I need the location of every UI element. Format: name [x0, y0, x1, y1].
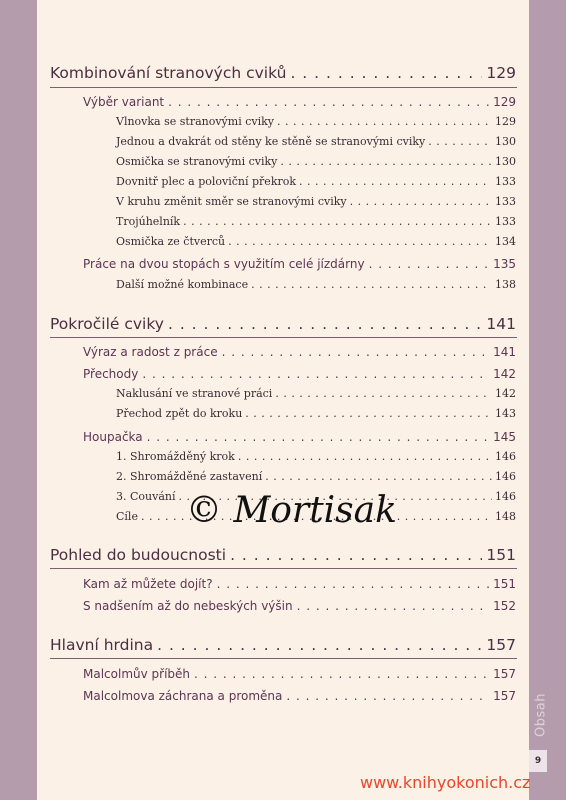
toc-subentry	[116, 407, 516, 420]
toc-dot-leader	[217, 577, 490, 591]
toc-entry-page: 145	[493, 430, 516, 444]
section-rule	[50, 87, 517, 88]
toc-dot-leader	[222, 345, 490, 359]
toc-section-title: Kombinování stranových cviků	[50, 64, 287, 82]
toc-subentry-title: 1. Shromážděný krok	[116, 450, 235, 463]
toc-entry-title: Malcolmův příběh	[83, 667, 191, 681]
toc-dot-leader	[369, 257, 490, 271]
toc-entry-title: Kam až můžete dojít?	[83, 577, 213, 591]
toc-subentry-page: 146	[495, 450, 516, 463]
toc-dot-leader	[265, 470, 492, 483]
toc-subentry-page: 129	[495, 115, 516, 128]
toc-dot-leader	[350, 195, 492, 208]
toc-section-page: 157	[486, 636, 516, 654]
toc-subentry-title: 3. Couvání	[116, 490, 176, 503]
toc-entry-title: S nadšením až do nebeských výšin	[83, 599, 293, 613]
toc-subentry	[116, 387, 516, 400]
toc-subentry-page: 134	[495, 235, 516, 248]
toc-subentry	[116, 450, 516, 463]
toc-dot-leader	[275, 387, 492, 400]
toc-dot-leader	[428, 135, 492, 148]
toc-subentry	[116, 155, 516, 168]
toc-section-title: Pokročilé cviky	[50, 315, 164, 333]
toc-dot-leader	[194, 667, 489, 681]
toc-dot-leader	[238, 450, 492, 463]
toc-entry-page: 157	[493, 689, 516, 703]
toc-entry-page: 157	[493, 667, 516, 681]
toc-section	[50, 315, 516, 333]
section-rule	[50, 658, 517, 659]
toc-section-page: 129	[486, 64, 516, 82]
toc-entry-page: 129	[493, 95, 516, 109]
toc-dot-leader	[297, 599, 489, 613]
page-number: 9	[529, 750, 547, 772]
toc-entry-title: Práce na dvou stopách s využitím celé jízdárny	[83, 257, 365, 271]
section-rule	[50, 568, 517, 569]
toc-section-title: Pohled do budoucnosti	[50, 546, 227, 564]
toc-subentry	[116, 115, 516, 128]
side-label	[529, 675, 553, 755]
toc-entry	[83, 577, 516, 591]
toc-subentry	[116, 215, 516, 228]
toc-subentry	[116, 135, 516, 148]
toc-section	[50, 64, 516, 82]
toc-subentry-title: Osmička se stranovými cviky	[116, 155, 278, 168]
toc-entry	[83, 345, 516, 359]
toc-subentry-page: 133	[495, 215, 516, 228]
toc-entry-page: 135	[493, 257, 516, 271]
toc-dot-leader	[228, 235, 492, 248]
copyright-watermark: © Mortisak	[186, 490, 397, 531]
toc-dot-leader	[251, 278, 492, 291]
toc-subentry-title: Vlnovka se stranovými cviky	[116, 115, 274, 128]
toc-entry-title: Přechody	[83, 367, 139, 381]
toc-section	[50, 636, 516, 654]
toc-entry-title: Malcolmova záchrana a proměna	[83, 689, 283, 703]
toc-subentry-title: Naklusání ve stranové práci	[116, 387, 273, 400]
toc-entry	[83, 367, 516, 381]
toc-dot-leader	[290, 64, 482, 82]
toc-section-page: 141	[486, 315, 516, 333]
toc-dot-leader	[286, 689, 489, 703]
toc-entry	[83, 430, 516, 444]
toc-dot-leader	[142, 367, 489, 381]
toc-dot-leader	[147, 430, 489, 444]
toc-subentry-title: Přechod zpět do kroku	[116, 407, 243, 420]
toc-subentry	[116, 470, 516, 483]
toc-entry-title: Výběr variant	[83, 95, 165, 109]
toc-subentry-page: 130	[495, 155, 516, 168]
toc-subentry-page: 143	[495, 407, 516, 420]
toc-subentry-page: 133	[495, 195, 516, 208]
toc-subentry	[116, 175, 516, 188]
toc-subentry-title: Osmička ze čtverců	[116, 235, 226, 248]
toc-section-page: 151	[486, 546, 516, 564]
toc-entry-title: Houpačka	[83, 430, 143, 444]
toc-subentry-page: 138	[495, 278, 516, 291]
toc-section-title: Hlavní hrdina	[50, 636, 154, 654]
toc-section	[50, 546, 516, 564]
toc-entry-page: 151	[493, 577, 516, 591]
toc-dot-leader	[157, 636, 482, 654]
section-rule	[50, 337, 517, 338]
side-label-text: Obsah	[533, 693, 549, 737]
toc-dot-leader	[183, 215, 492, 228]
toc-entry-page: 141	[493, 345, 516, 359]
toc-dot-leader	[299, 175, 492, 188]
toc-dot-leader	[230, 546, 482, 564]
toc-entry	[83, 257, 516, 271]
toc-entry-page: 152	[493, 599, 516, 613]
toc-subentry-title: V kruhu změnit směr se stranovými cviky	[116, 195, 347, 208]
toc-subentry	[116, 195, 516, 208]
toc-entry	[83, 667, 516, 681]
toc-dot-leader	[245, 407, 492, 420]
toc-subentry-page: 148	[495, 510, 516, 523]
toc-subentry-title: 2. Shromážděné zastavení	[116, 470, 263, 483]
toc-subentry-page: 146	[495, 490, 516, 503]
toc-subentry-title: Jednou a dvakrát od stěny ke stěně se stranovými cviky	[116, 135, 426, 148]
toc-subentry-page: 146	[495, 470, 516, 483]
toc-entry	[83, 95, 516, 109]
toc-dot-leader	[168, 95, 489, 109]
toc-dot-leader	[277, 115, 492, 128]
toc-subentry-title: Dovnitř plec a poloviční překrok	[116, 175, 297, 188]
toc-subentry-page: 142	[495, 387, 516, 400]
toc-subentry	[116, 235, 516, 248]
toc-subentry-page: 133	[495, 175, 516, 188]
toc-subentry	[116, 278, 516, 291]
toc-subentry-page: 130	[495, 135, 516, 148]
toc-subentry-title: Další možné kombinace	[116, 278, 249, 291]
toc-entry-page: 142	[493, 367, 516, 381]
toc-dot-leader	[168, 315, 482, 333]
toc-entry	[83, 599, 516, 613]
toc-dot-leader	[280, 155, 492, 168]
toc-entry-title: Výraz a radost z práce	[83, 345, 218, 359]
site-url-watermark: www.knihyokonich.cz	[360, 773, 531, 792]
toc-subentry-title: Cíle	[116, 510, 138, 523]
toc-entry	[83, 689, 516, 703]
toc-subentry-title: Trojúhelník	[116, 215, 181, 228]
